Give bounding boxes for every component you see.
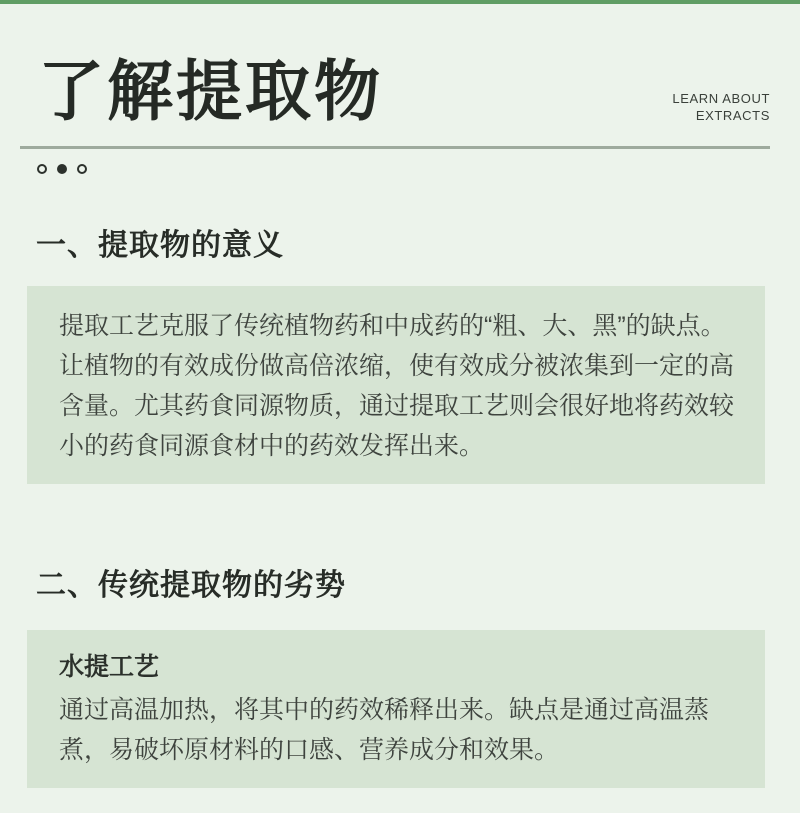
section-1-body: 提取工艺克服了传统植物药和中成药的“粗、大、黑”的缺点。让植物的有效成份做高倍浓缩，使有效成分被浓集到一定的高含量。尤其药食同源物质，通过提取工艺则会很好地将药效较小的药食同源食材中的药效发挥出来。 [59, 311, 735, 460]
page-subtitle-line2: EXTRACTS [695, 107, 770, 123]
section-1-heading: 一、提取物的意义 [36, 228, 284, 262]
page-title: 了解提取物 [38, 54, 383, 128]
page-subtitle [672, 90, 770, 130]
pagination-dots [37, 164, 800, 174]
top-accent-bar [0, 0, 800, 4]
page-subtitle-line1: LEARN ABOUT [672, 90, 770, 106]
dot-1 [37, 164, 47, 174]
dot-3 [77, 164, 87, 174]
page-header [38, 54, 770, 130]
title-divider [20, 146, 770, 149]
dot-2-active [57, 164, 67, 174]
section-2-heading: 二、传统提取物的劣势 [36, 568, 346, 602]
section-1-box [27, 286, 765, 484]
section-2-body: 通过高温加热，将其中的药效稀释出来。缺点是通过高温蒸煮，易破坏原材料的口感、营养成分和效果。 [59, 695, 710, 764]
water-extraction-subheading: 水提工艺 [59, 652, 160, 681]
section-2-box [27, 630, 765, 788]
